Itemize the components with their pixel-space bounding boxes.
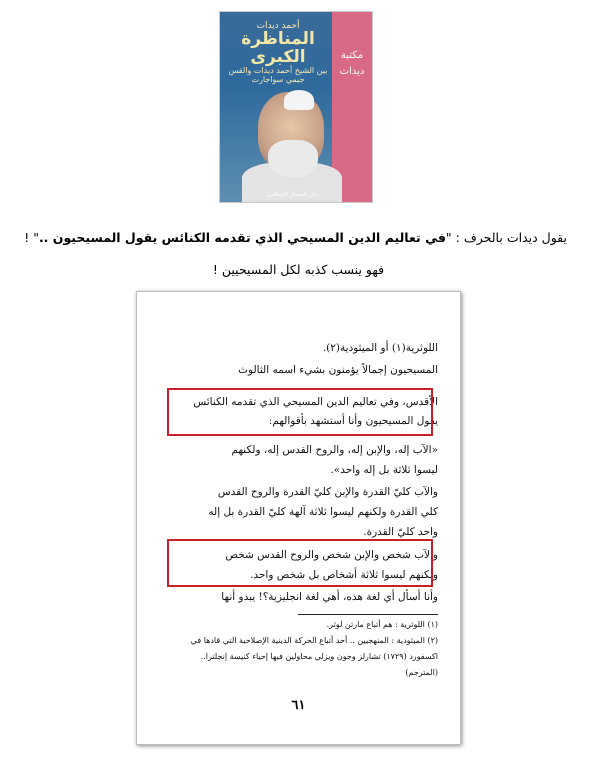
footnote-separator	[298, 614, 438, 615]
footnote: (١) اللوثرية : هم أتباع مارتن لوثر.	[326, 620, 438, 629]
page-line: ولكنهم ليسوا ثلاثة أشخاص بل شخص واحد.	[250, 569, 438, 581]
page-line: اللوثرية(١) أو الميثودية(٢).	[322, 342, 438, 354]
cover-author: أحمد ديدات	[256, 21, 300, 31]
caption-prefix: يقول ديدات بالحرف : "	[445, 230, 567, 245]
cover-side-label: مكتبة ديدات	[339, 50, 365, 77]
scanned-book-page	[136, 291, 461, 745]
page-line: ليسوا ثلاثة بل إله واحد».	[330, 464, 438, 476]
page-line: والآب شخص والإبن شخص والروح القدس شخص	[225, 549, 438, 561]
footnote: (٢) الميثودية : المنهجيين .. أحد أتباع الحركة الدينية الإصلاحية التي قادها في	[190, 636, 438, 645]
page-line: المسيحيون إجمالاً يؤمنون بشيء اسمه الثالوث	[238, 364, 438, 376]
caption-quote: في تعاليم الدين المسيحي الذي تقدمه الكنائس يقول المسيحيون ..	[38, 230, 446, 245]
page-number: ٦١	[291, 698, 306, 713]
caption-line-2: فهو ينسب كذبه لكل المسيحيين !	[212, 262, 385, 277]
page-line: والآب كليّ القدرة والإبن كليّ القدرة والروح القدس	[217, 486, 438, 498]
cover-publisher: دار المختار الإسلامي	[266, 191, 317, 198]
cover-title-block	[228, 22, 328, 84]
footnote: (المترجم)	[405, 668, 438, 677]
caption-line-1	[24, 229, 567, 247]
page-line: يقول المسيحيون وأنا أستشهد بأقوالهم:	[268, 415, 438, 427]
highlight-box-1	[167, 388, 433, 436]
highlight-box-2	[167, 539, 433, 587]
book-cover-image	[220, 12, 372, 202]
footnote: اكسفورد (١٧٢٩) تشارلز وجون ويزلي محاولين فيها إحياء كنيسة إنجلترا..	[200, 652, 438, 661]
page-line: واحد كليّ القدرة.	[363, 526, 438, 538]
page-line: الأقدس، وفي تعاليم الدين المسيحي الذي تقدمه الكنائس	[193, 396, 438, 408]
page-line: وأنا أسأل أي لغة هذه، أهي لغة انجليزية؟! يبدو أنها	[221, 591, 438, 603]
page-line: «الآب إله، والإبن إله، والروح القدس إله، ولكنهم	[231, 444, 438, 456]
cover-portrait-beard	[268, 140, 318, 178]
cover-title: المناظرة الكبرى	[241, 29, 315, 68]
cover-portrait-cap	[284, 90, 314, 110]
cover-subtitle: بين الشيخ أحمد ديدات والقس جيمي سواجارت	[228, 66, 328, 84]
page-line: كلي القدرة ولكنهم ليسوا ثلاثة آلهة كليّ القدرة بل إله	[208, 506, 438, 518]
caption-suffix: " !	[24, 230, 39, 245]
